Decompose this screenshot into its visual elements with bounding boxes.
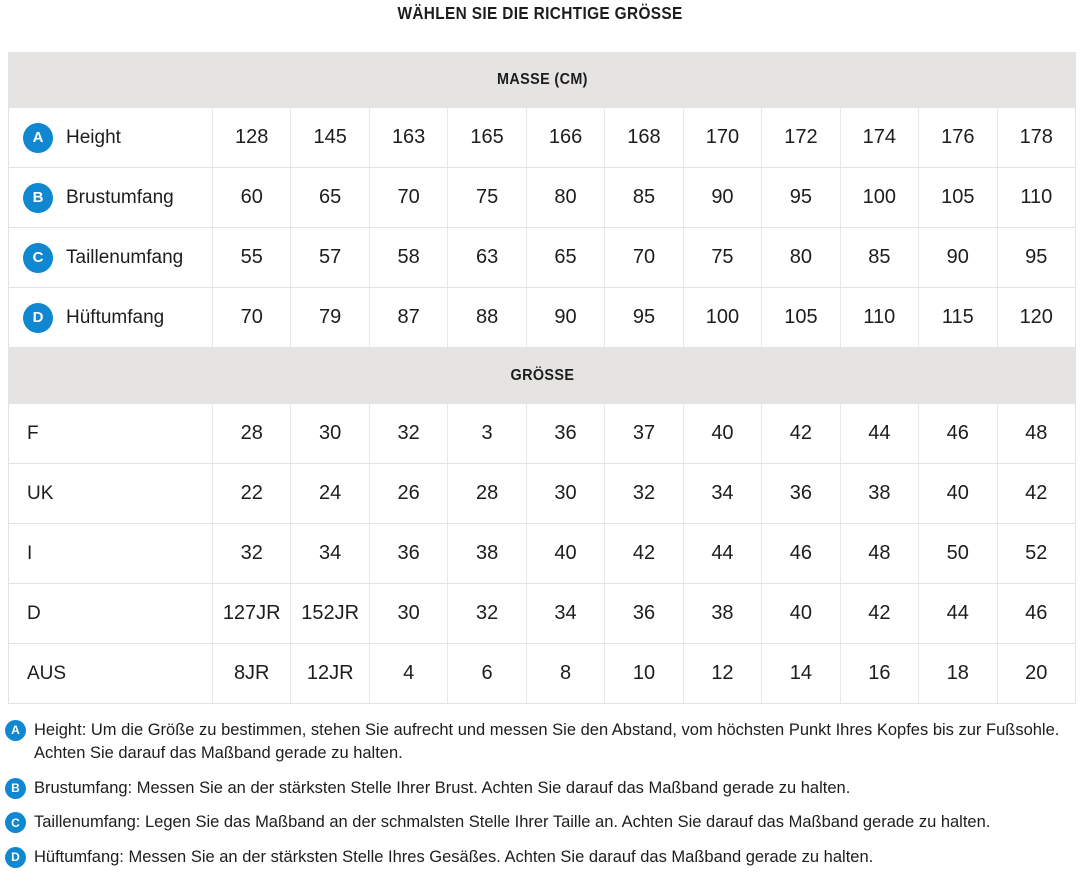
measure-letter-badge-a: A xyxy=(23,123,53,153)
table-row xyxy=(8,644,1076,704)
table-cell: 163 xyxy=(369,108,447,167)
table-cell: 8JR xyxy=(212,644,290,703)
table-cell: 12 xyxy=(683,644,761,703)
footnote-letter-badge-c: C xyxy=(5,812,26,833)
table-cell: 10 xyxy=(604,644,682,703)
table-cell: 85 xyxy=(604,168,682,227)
table-cell: 38 xyxy=(840,464,918,523)
table-row xyxy=(8,404,1076,464)
table-cell: 40 xyxy=(918,464,996,523)
table-cell: 90 xyxy=(683,168,761,227)
size-table-header xyxy=(8,348,1076,404)
table-cell: 44 xyxy=(918,584,996,643)
table-cell: 170 xyxy=(683,108,761,167)
table-cell: 52 xyxy=(997,524,1075,583)
table-cell: 42 xyxy=(840,584,918,643)
table-cell: 30 xyxy=(290,404,368,463)
footnote-text: Height: Um die Größe zu bestimmen, stehen Sie aufrecht und messen Sie den Abstand, vom höchsten Punkt Ihres Kopfes bis zur Fußsohle. Achten Sie darauf das Maßband gerade zu halten. xyxy=(34,721,1060,762)
measure-table-header xyxy=(8,52,1076,108)
table-cell: 65 xyxy=(290,168,368,227)
table-cell: 65 xyxy=(526,228,604,287)
table-cell: 38 xyxy=(447,524,525,583)
table-cell: 128 xyxy=(212,108,290,167)
measure-row-label-cell xyxy=(9,108,212,167)
table-cell: 46 xyxy=(761,524,839,583)
table-cell: 40 xyxy=(526,524,604,583)
table-cell: 30 xyxy=(369,584,447,643)
table-cell: 26 xyxy=(369,464,447,523)
table-cell: 20 xyxy=(997,644,1075,703)
table-cell: 178 xyxy=(997,108,1075,167)
table-cell: 63 xyxy=(447,228,525,287)
table-cell: 105 xyxy=(918,168,996,227)
footnote-letter-badge-a: A xyxy=(5,720,26,741)
table-cell: 165 xyxy=(447,108,525,167)
table-cell: 79 xyxy=(290,288,368,347)
table-cell: 12JR xyxy=(290,644,368,703)
table-cell: 120 xyxy=(997,288,1075,347)
table-cell: 36 xyxy=(369,524,447,583)
table-cell: 100 xyxy=(840,168,918,227)
table-cell: 32 xyxy=(369,404,447,463)
footnote-text: Brustumfang: Messen Sie an der stärksten Stelle Ihrer Brust. Achten Sie darauf das Maßband gerade zu halten. xyxy=(34,778,851,797)
table-cell: 174 xyxy=(840,108,918,167)
table-cell: 36 xyxy=(526,404,604,463)
table-cell: 24 xyxy=(290,464,368,523)
table-cell: 4 xyxy=(369,644,447,703)
table-cell: 37 xyxy=(604,404,682,463)
footnote xyxy=(5,846,1074,869)
table-cell: 168 xyxy=(604,108,682,167)
measure-letter-badge-b: B xyxy=(23,183,53,213)
table-cell: 127JR xyxy=(212,584,290,643)
table-cell: 48 xyxy=(997,404,1075,463)
table-cell: 42 xyxy=(761,404,839,463)
table-cell: 46 xyxy=(918,404,996,463)
table-row xyxy=(8,464,1076,524)
table-cell: 85 xyxy=(840,228,918,287)
table-cell: 60 xyxy=(212,168,290,227)
table-cell: 46 xyxy=(997,584,1075,643)
size-row-label-cell xyxy=(9,464,212,523)
table-row xyxy=(8,584,1076,644)
table-cell: 32 xyxy=(604,464,682,523)
table-cell: 8 xyxy=(526,644,604,703)
table-cell: 87 xyxy=(369,288,447,347)
table-cell: 14 xyxy=(761,644,839,703)
measure-row-label: Taillenumfang xyxy=(66,246,184,268)
table-cell: 28 xyxy=(447,464,525,523)
measure-row-label-cell xyxy=(9,228,212,287)
table-cell: 55 xyxy=(212,228,290,287)
measure-letter-badge-d: D xyxy=(23,303,53,333)
table-cell: 110 xyxy=(997,168,1075,227)
table-cell: 115 xyxy=(918,288,996,347)
table-cell: 100 xyxy=(683,288,761,347)
table-cell: 58 xyxy=(369,228,447,287)
footnote-letter-badge-b: B xyxy=(5,778,26,799)
table-cell: 3 xyxy=(447,404,525,463)
table-cell: 70 xyxy=(212,288,290,347)
size-row-label-cell xyxy=(9,644,212,703)
table-cell: 176 xyxy=(918,108,996,167)
table-cell: 38 xyxy=(683,584,761,643)
table-cell: 152JR xyxy=(290,584,368,643)
table-cell: 48 xyxy=(840,524,918,583)
table-cell: 34 xyxy=(683,464,761,523)
footnote-letter-badge-d: D xyxy=(5,847,26,868)
size-table-body xyxy=(8,404,1076,704)
table-cell: 36 xyxy=(604,584,682,643)
table-cell: 36 xyxy=(761,464,839,523)
measure-letter-badge-c: C xyxy=(23,243,53,273)
table-cell: 80 xyxy=(526,168,604,227)
size-row-label: UK xyxy=(27,482,54,504)
table-cell: 88 xyxy=(447,288,525,347)
table-cell: 90 xyxy=(526,288,604,347)
size-row-label: D xyxy=(27,602,41,624)
measure-row-label-cell xyxy=(9,168,212,227)
table-row xyxy=(8,108,1076,168)
table-row xyxy=(8,288,1076,348)
table-cell: 42 xyxy=(997,464,1075,523)
footnote-text: Taillenumfang: Legen Sie das Maßband an der schmalsten Stelle Ihrer Taille an. Achten Sie darauf das Maßband gerade zu halten. xyxy=(34,813,991,832)
table-cell: 80 xyxy=(761,228,839,287)
table-cell: 166 xyxy=(526,108,604,167)
table-cell: 44 xyxy=(840,404,918,463)
table-cell: 40 xyxy=(761,584,839,643)
table-cell: 30 xyxy=(526,464,604,523)
table-cell: 22 xyxy=(212,464,290,523)
measure-row-label-cell xyxy=(9,288,212,347)
table-cell: 34 xyxy=(526,584,604,643)
table-cell: 95 xyxy=(997,228,1075,287)
table-cell: 95 xyxy=(604,288,682,347)
page-title-text: WÄHLEN SIE DIE RICHTIGE GRÖSSE xyxy=(397,3,683,23)
size-row-label-cell xyxy=(9,524,212,583)
size-row-label-cell xyxy=(9,584,212,643)
size-table-header-text: GRÖSSE xyxy=(510,367,574,384)
size-row-label: I xyxy=(27,542,33,564)
size-chart xyxy=(8,52,1076,704)
measure-row-label: Hüftumfang xyxy=(66,306,165,328)
size-row-label: AUS xyxy=(27,662,67,684)
page-title xyxy=(0,0,1080,26)
measure-row-label: Brustumfang xyxy=(66,186,174,208)
table-cell: 90 xyxy=(918,228,996,287)
table-cell: 95 xyxy=(761,168,839,227)
table-row xyxy=(8,228,1076,288)
table-cell: 70 xyxy=(604,228,682,287)
table-cell: 110 xyxy=(840,288,918,347)
footnote xyxy=(5,777,1074,800)
table-cell: 172 xyxy=(761,108,839,167)
table-cell: 32 xyxy=(447,584,525,643)
measure-table-body xyxy=(8,108,1076,348)
table-cell: 42 xyxy=(604,524,682,583)
table-cell: 50 xyxy=(918,524,996,583)
table-row xyxy=(8,168,1076,228)
size-row-label-cell xyxy=(9,404,212,463)
table-cell: 6 xyxy=(447,644,525,703)
table-cell: 70 xyxy=(369,168,447,227)
table-cell: 145 xyxy=(290,108,368,167)
table-cell: 18 xyxy=(918,644,996,703)
footnote xyxy=(5,811,1074,834)
footnote xyxy=(5,719,1074,765)
table-cell: 57 xyxy=(290,228,368,287)
size-row-label: F xyxy=(27,422,39,444)
table-cell: 75 xyxy=(683,228,761,287)
table-cell: 32 xyxy=(212,524,290,583)
table-cell: 28 xyxy=(212,404,290,463)
footnote-text: Hüftumfang: Messen Sie an der stärksten Stelle Ihres Gesäßes. Achten Sie darauf das Maßband gerade zu halten. xyxy=(34,848,874,867)
table-cell: 44 xyxy=(683,524,761,583)
footnotes xyxy=(5,719,1074,869)
table-row xyxy=(8,524,1076,584)
table-cell: 75 xyxy=(447,168,525,227)
table-cell: 16 xyxy=(840,644,918,703)
table-cell: 40 xyxy=(683,404,761,463)
measure-row-label: Height xyxy=(66,126,121,148)
table-cell: 34 xyxy=(290,524,368,583)
table-cell: 105 xyxy=(761,288,839,347)
measure-table-header-text: MASSE (CM) xyxy=(496,71,588,88)
